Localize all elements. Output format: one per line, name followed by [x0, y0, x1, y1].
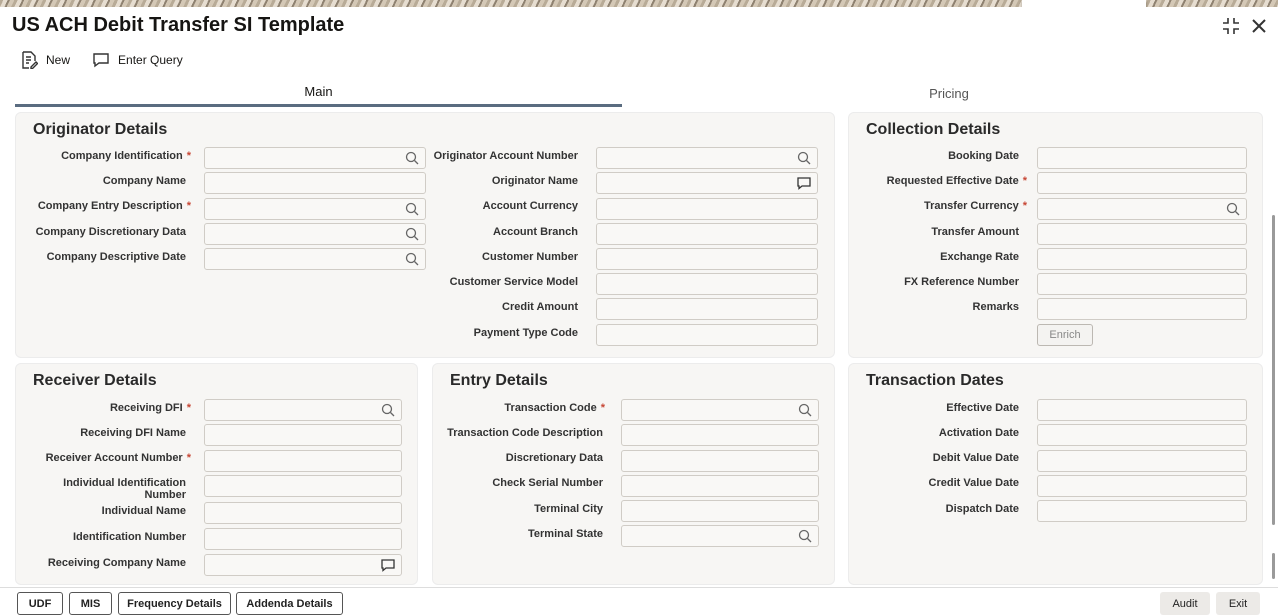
account-branch-label: Account Branch [493, 226, 578, 238]
remarks-field[interactable] [1037, 298, 1247, 320]
required-marker: * [1022, 175, 1027, 187]
new-label: New [46, 53, 71, 67]
debit-value-date-field[interactable] [1037, 450, 1247, 472]
toolbar [20, 51, 183, 69]
maximize-icon[interactable] [1222, 17, 1240, 39]
required-marker: * [186, 402, 191, 414]
vertical-scrollbar[interactable] [1272, 215, 1275, 525]
customer-number-field[interactable] [596, 248, 818, 270]
dispatch-date-label: Dispatch Date [945, 503, 1019, 515]
tab-pricing[interactable]: Pricing [929, 85, 969, 101]
company-identification-label: Company Identification * [61, 150, 191, 162]
exchange-rate-label: Exchange Rate [940, 251, 1019, 263]
transfer-currency-label: Transfer Currency * [923, 200, 1027, 212]
payment-type-code-label: Payment Type Code [473, 327, 578, 339]
requested-effective-date-field[interactable] [1037, 172, 1247, 194]
required-marker: * [1022, 200, 1027, 212]
collection-details-title: Collection Details [866, 121, 1001, 138]
exchange-rate-field[interactable] [1037, 248, 1247, 270]
effective-date-label: Effective Date [946, 402, 1019, 414]
credit-amount-field[interactable] [596, 298, 818, 320]
transaction-dates-title: Transaction Dates [866, 372, 1004, 389]
vertical-scrollbar-thumb[interactable] [1272, 553, 1275, 579]
transaction-code-description-field[interactable] [621, 424, 819, 446]
terminal-city-label: Terminal City [534, 503, 603, 515]
company-discretionary-data-label: Company Discretionary Data [35, 226, 186, 238]
customer-service-model-label: Customer Service Model [449, 276, 578, 288]
receiver-account-number-label: Receiver Account Number * [45, 452, 191, 464]
exit-button[interactable]: Exit [1216, 592, 1260, 615]
required-marker: * [186, 452, 191, 464]
receiver-details-title: Receiver Details [33, 372, 157, 389]
company-descriptive-date-label: Company Descriptive Date [46, 251, 186, 263]
transaction-code-field[interactable] [621, 399, 819, 421]
check-serial-number-label: Check Serial Number [492, 477, 603, 489]
activation-date-label: Activation Date [938, 427, 1019, 439]
transaction-code-description-label: Transaction Code Description [447, 427, 603, 439]
originator-details-panel [15, 112, 835, 358]
customer-service-model-field[interactable] [596, 273, 818, 295]
receiving-company-name-label: Receiving Company Name [47, 557, 186, 569]
audit-button[interactable]: Audit [1160, 592, 1210, 615]
page-title: US ACH Debit Transfer SI Template [12, 14, 345, 36]
effective-date-field[interactable] [1037, 399, 1247, 421]
company-entry-description-label: Company Entry Description * [37, 200, 191, 212]
close-icon[interactable] [1252, 19, 1266, 37]
booking-date-field[interactable] [1037, 147, 1247, 169]
receiver-account-number-field[interactable] [204, 450, 402, 472]
new-button[interactable] [20, 51, 70, 69]
receiving-company-name-field[interactable] [204, 554, 402, 576]
terminal-state-label: Terminal State [528, 528, 603, 540]
enter-query-button[interactable] [92, 51, 183, 69]
search-icon[interactable] [1226, 202, 1240, 216]
discretionary-data-field[interactable] [621, 450, 819, 472]
search-icon[interactable] [797, 151, 811, 165]
check-serial-number-field[interactable] [621, 475, 819, 497]
receiving-dfi-field[interactable] [204, 399, 402, 421]
debit-value-date-label: Debit Value Date [932, 452, 1019, 464]
udf-button[interactable]: UDF [17, 592, 63, 615]
transfer-currency-field[interactable] [1037, 198, 1247, 220]
receiving-dfi-name-field[interactable] [204, 424, 402, 446]
message-bubble-icon[interactable] [797, 176, 811, 190]
account-currency-field[interactable] [596, 198, 818, 220]
individual-name-field[interactable] [204, 502, 402, 524]
originator-name-field[interactable] [596, 172, 818, 194]
receiving-dfi-name-label: Receiving DFI Name [80, 427, 186, 439]
new-document-icon [20, 51, 38, 69]
dispatch-date-field[interactable] [1037, 500, 1247, 522]
credit-amount-label: Credit Amount [502, 301, 578, 313]
originator-details-title: Originator Details [33, 121, 168, 138]
identification-number-label: Identification Number [72, 531, 186, 543]
tab-bar [15, 79, 1263, 107]
template-window [0, 7, 1278, 616]
transfer-amount-field[interactable] [1037, 223, 1247, 245]
required-marker: * [186, 200, 191, 212]
payment-type-code-field[interactable] [596, 324, 818, 346]
receiving-dfi-label: Receiving DFI * [109, 402, 191, 414]
booking-date-label: Booking Date [948, 150, 1019, 162]
company-descriptive-date-field[interactable] [204, 248, 426, 270]
company-discretionary-data-field[interactable] [204, 223, 426, 245]
query-bubble-icon [92, 51, 110, 69]
activation-date-field[interactable] [1037, 424, 1247, 446]
terminal-state-field[interactable] [621, 525, 819, 547]
credit-value-date-label: Credit Value Date [928, 477, 1019, 489]
search-icon[interactable] [798, 529, 812, 543]
message-bubble-icon[interactable] [381, 558, 395, 572]
requested-effective-date-label: Requested Effective Date * [886, 175, 1027, 187]
credit-value-date-field[interactable] [1037, 475, 1247, 497]
enrich-button[interactable]: Enrich [1037, 324, 1093, 346]
remarks-label: Remarks [972, 301, 1019, 313]
account-currency-label: Account Currency [482, 200, 578, 212]
window-controls [1222, 17, 1266, 39]
customer-number-label: Customer Number [482, 251, 578, 263]
entry-details-panel [432, 363, 835, 585]
company-name-label: Company Name [102, 175, 186, 187]
individual-identification-number-label: Individual Identification Number [63, 477, 186, 501]
mis-button[interactable]: MIS [69, 592, 112, 615]
discretionary-data-label: Discretionary Data [505, 452, 603, 464]
fx-reference-number-label: FX Reference Number [904, 276, 1019, 288]
identification-number-field[interactable] [204, 528, 402, 550]
individual-identification-number-field[interactable] [204, 475, 402, 497]
search-icon[interactable] [798, 403, 812, 417]
originator-account-number-field[interactable] [596, 147, 818, 169]
originator-name-label: Originator Name [491, 175, 578, 187]
terminal-city-field[interactable] [621, 500, 819, 522]
transaction-dates-panel [848, 363, 1263, 585]
search-icon[interactable] [381, 403, 395, 417]
receiver-details-panel [15, 363, 418, 585]
company-identification-field[interactable] [204, 147, 426, 169]
entry-details-title: Entry Details [450, 372, 548, 389]
required-marker: * [186, 150, 191, 162]
footer-bar [0, 587, 1278, 616]
required-marker: * [600, 402, 605, 414]
addenda-details-button[interactable]: Addenda Details [236, 592, 343, 615]
tab-main[interactable]: Main [15, 79, 622, 107]
individual-name-label: Individual Name [101, 505, 186, 517]
collection-details-panel [848, 112, 1263, 358]
fx-reference-number-field[interactable] [1037, 273, 1247, 295]
originator-account-number-label: Originator Account Number [433, 150, 578, 162]
account-branch-field[interactable] [596, 223, 818, 245]
transfer-amount-label: Transfer Amount [931, 226, 1019, 238]
company-entry-description-field[interactable] [204, 198, 426, 220]
enter-query-label: Enter Query [118, 53, 183, 67]
transaction-code-label: Transaction Code * [504, 402, 605, 414]
company-name-field[interactable] [204, 172, 426, 194]
frequency-details-button[interactable]: Frequency Details [118, 592, 231, 615]
